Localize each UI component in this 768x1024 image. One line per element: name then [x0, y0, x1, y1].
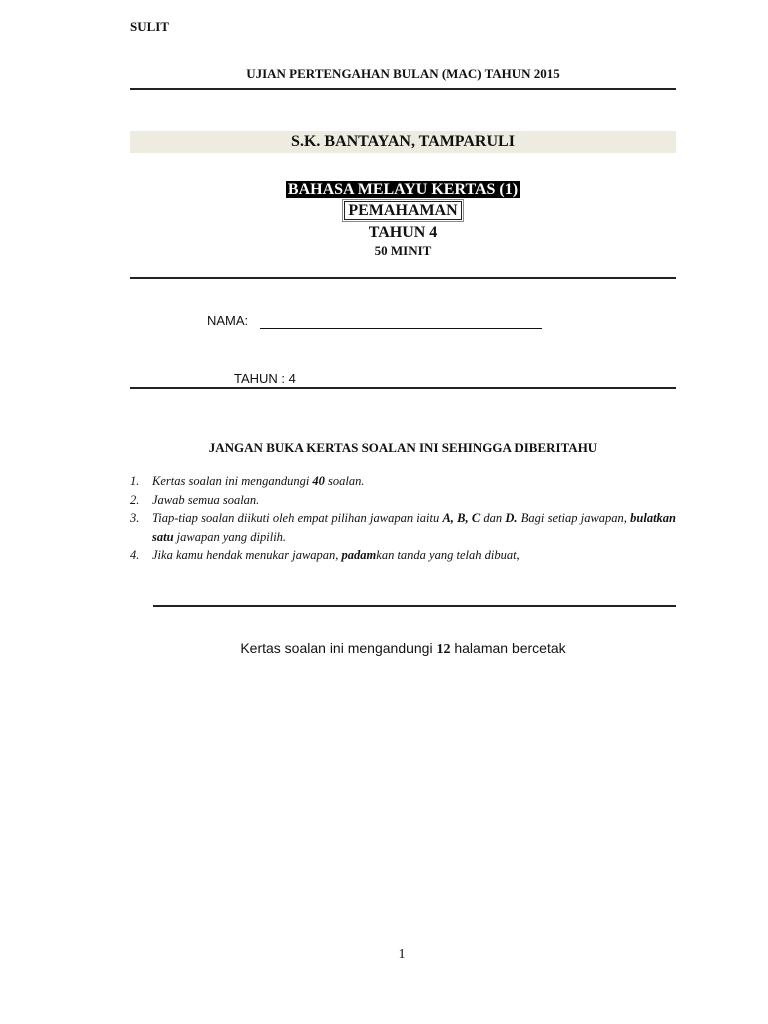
name-field-label: NAMA:	[207, 313, 249, 328]
instruction-list	[130, 472, 676, 565]
school-name: S.K. BANTAYAN, TAMPARULI	[291, 133, 515, 150]
instruction-text: Jawab semua soalan.	[152, 492, 260, 507]
instructions-divider	[153, 605, 676, 607]
instruction-number: 4.	[130, 548, 140, 562]
instruction-text: Kertas soalan ini mengandungi 40 soalan.	[152, 474, 365, 488]
instruction-item	[130, 472, 676, 491]
title-divider	[130, 277, 676, 279]
fields-divider	[130, 387, 676, 389]
instruction-number: 2.	[130, 492, 140, 507]
subject-block	[130, 181, 676, 199]
classification-label: SULIT	[130, 19, 170, 34]
name-field-line	[260, 328, 542, 329]
year-level: TAHUN 4	[368, 224, 438, 241]
duration: 50 MINIT	[374, 243, 432, 258]
page-number: 1	[398, 947, 406, 962]
page-count-note: Kertas soalan ini mengandungi 12 halaman bercetak	[240, 640, 566, 657]
year-field-label: TAHUN : 4	[234, 371, 296, 386]
instruction-item	[130, 491, 676, 510]
instruction-text: Tiap-tiap soalan diikuti oleh empat pilihan jawapan iaitu A, B, C dan D. Bagi setiap jawapan, bulatkan satu jawapan yang dipilih.	[152, 511, 677, 544]
instruction-number: 3.	[130, 511, 140, 525]
instruction-text: Jika kamu hendak menukar jawapan, padamkan tanda yang telah dibuat,	[152, 548, 520, 562]
exam-title: UJIAN PERTENGAHAN BULAN (MAC) TAHUN 2015	[246, 66, 560, 81]
instruction-item	[130, 509, 676, 546]
paper-component: PEMAHAMAN	[344, 201, 461, 220]
subject-title: BAHASA MELAYU KERTAS (1)	[287, 181, 519, 198]
instruction-number: 1.	[130, 474, 140, 488]
instruction-item	[130, 546, 676, 565]
header-divider	[130, 88, 676, 90]
component-block	[130, 202, 676, 220]
warning-heading: JANGAN BUKA KERTAS SOALAN INI SEHINGGA DIBERITAHU	[208, 440, 598, 455]
